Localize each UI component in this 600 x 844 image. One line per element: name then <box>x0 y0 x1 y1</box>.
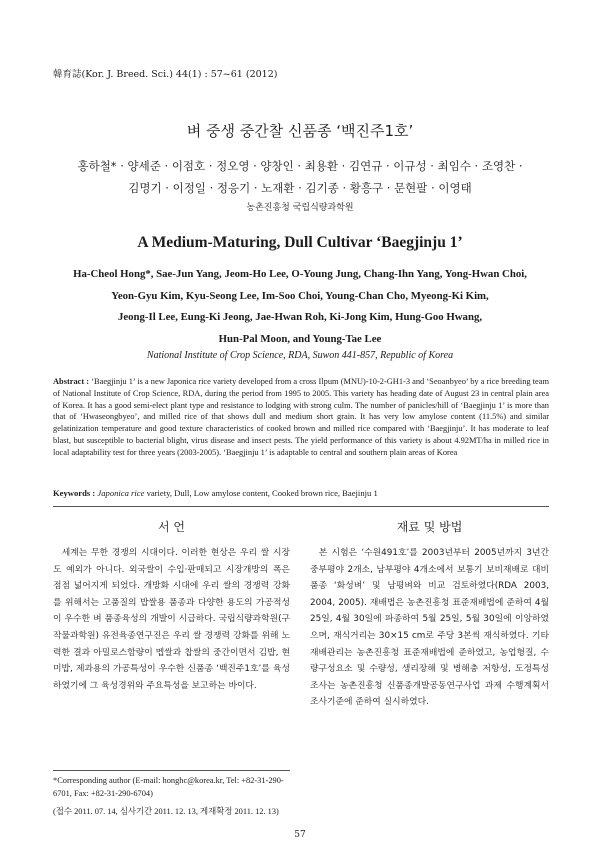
introduction-text: 세계는 무한 경쟁의 시대이다. 이러한 현상은 우리 쌀 시장도 예외가 아니다. 외국쌀이 수입·판매되고 시장개방의 폭은 점점 넓어지게 되었다. 개방화 시대에 우리 쌀의 경쟁력 강화를 위해서는 고품질의 밥쌀용 품종과 다양한 용도의 가공적성이 우수한 벼 품종육성의 개발이 시급하다. 국립식량과학원(구 작물과학원) 유전육종연구진은 우리 쌀 경쟁력 강화를 위해 노력한 결과 아밀로스함량이 멥쌀과 찹쌀의 중간이면서 김밥, 현미밥, 제과용의 가공특성이 우수한 신품종 ‘백진주1호’를 육성하였기에 그 육성경위와 주요특성을 보고하는 바이다. <box>53 548 290 691</box>
abstract-label: Abstract : <box>53 377 90 386</box>
keywords-label: Keywords : <box>53 488 96 498</box>
english-affiliation: National Institute of Crop Science, RDA, Suwon 441-857, Republic of Korea <box>146 350 454 361</box>
keywords <box>53 488 549 498</box>
korean-authors-line-1: 홍하철* · 양세준 · 이점호 · 정오영 · 양창인 · 최용환 · 김연규 · 이규성 · 최임수 · 조영찬 · <box>77 159 523 173</box>
korean-title: 벼 중생 중간찰 신품종 ‘백진주1호’ <box>186 122 414 140</box>
english-authors-line-1: Ha-Cheol Hong*, Sae-Jun Yang, Jeom-Ho Lee, O-Young Jung, Chang-Ihn Yang, Yong-Hwan Choi, <box>73 268 527 280</box>
journal-citation: 韓育誌(Kor. J. Breed. Sci.) 44(1) : 57~61 (2012) <box>53 69 278 80</box>
english-authors-line-4: Hun-Pal Moon, and Young-Tae Lee <box>218 332 382 345</box>
english-authors-line-2: Yeon-Gyu Kim, Kyu-Seong Lee, Im-Soo Choi, Young-Chan Cho, Myeong-Ki Kim, <box>111 289 489 302</box>
korean-authors-line-2: 김명기 · 이정일 · 정응기 · 노재환 · 김기종 · 황흥구 · 문현팔 · 이영태 <box>128 181 472 195</box>
abstract-divider <box>53 506 549 507</box>
keywords-rest: variety, Dull, Low amylose content, Cooked brown rice, Baejinju 1 <box>144 488 378 498</box>
footnote-dates: (접수 2011. 07. 14, 심사기간 2011. 12. 13, 게재확정 2011. 12. 13) <box>53 807 279 816</box>
abstract <box>53 376 549 459</box>
section-title-methods: 재료 및 방법 <box>396 520 463 534</box>
korean-affiliation: 농촌진흥청 국립식량과학원 <box>246 203 354 213</box>
footnote-corresponding-author: *Corresponding author (E-mail: honghc@korea.kr, Tel: +82-31-290-6701, Fax: +82-31-290-6704) <box>53 776 284 798</box>
keywords-italic: Japonica rice <box>97 488 145 498</box>
korean-authors <box>60 155 540 199</box>
section-title-introduction: 서 언 <box>158 520 185 534</box>
english-authors <box>60 264 540 350</box>
page-number: 57 <box>294 830 306 840</box>
english-title: A Medium-Maturing, Dull Cultivar ‘Baegjinju 1’ <box>137 234 463 251</box>
english-authors-line-3: Jeong-Il Lee, Eung-Ki Jeong, Jae-Hwan Roh, Ki-Jong Kim, Hung-Goo Hwang, <box>117 311 483 323</box>
methods-text: 본 시험은 ‘수원491호’를 2003년부터 2005년까지 3년간 중부평야 2개소, 남부평야 4개소에서 보통기 보비재배로 대비품종 ‘화성벼’ 및 남평벼와 비교 검토하였다(RDA 2003, 2004, 2005). 재배법은 농촌진흥청 표준재배법에 준하여 4월 25일, 4월 30일에 파종하여 5월 25일, 5월 30일에 이앙하였으며, 재식거리는 30×15 cm로 주당 3본씩 재식하였다. 기타 재배관리는 농촌진흥청 표준재배법에 준하였고, 농업형질, 수량구성요소 및 수량성, 생리장해 및 병해충 저항성, 도정특성 조사는 농촌진흥청 신품종개발공동연구사업 과제 수행계획서 조사기준에 준하여 실시하였다. <box>310 548 549 708</box>
footnote-divider <box>53 770 290 771</box>
abstract-text: ‘Baegjinju 1’ is a new Japonica rice variety developed from a cross Ilpum (MNU)-10-2-GH1-3 and ‘Seoanbyeo’ by a rice breeding team of National Institute of Crop Science, RDA, during the period from 1995 to 2005. This variety has heading date of August 23 in central plain area of Korea. It has a good semi-elect plant type and resistance to lodging with strong culm. The number of panicles/hill of ‘Baegjinju 1’ is more than that of ‘Hwaseongbyeo’, and milled rice of that shows dull and medium short grain. It has very low amylose content (11.5%) and similar gelatinization temperature and good texture characteristics of cooked brown and milled rice compared with ‘Baegjinju’. It has moderate to leaf blast, but susceptible to bacterial blight, virus disease and insect pests. The yield performance of this variety is about 4.92MT/ha in milled rice in local adaptability test for three years (2003-2005). ‘Baegjinju 1’ is adaptable to central and southern plain areas of Korea <box>53 377 549 457</box>
